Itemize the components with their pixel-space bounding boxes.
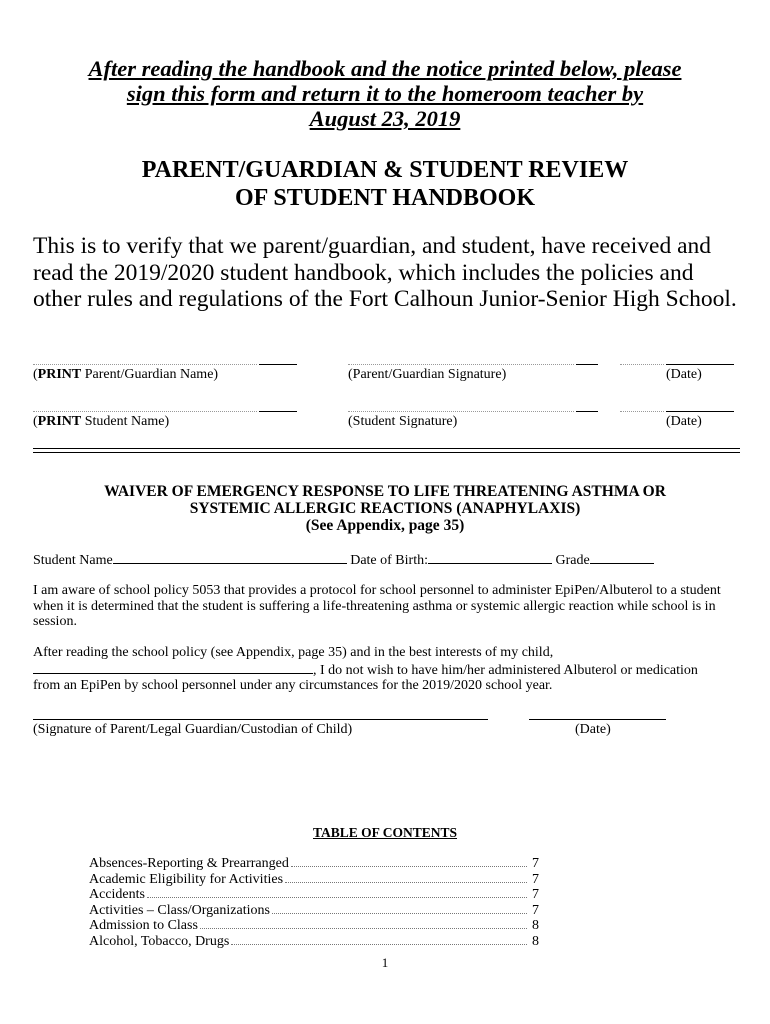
parent-name-line[interactable] — [259, 364, 297, 365]
waiver-title-line-1: WAIVER OF EMERGENCY RESPONSE TO LIFE THREATENING ASTHMA OR — [104, 483, 666, 500]
toc-entry-label: Academic Eligibility for Activities — [89, 871, 284, 887]
section-divider — [33, 448, 740, 453]
toc-entry-label: Accidents — [89, 887, 145, 902]
after-reading-line-1: After reading the school policy (see Appendix, page 35) and in the best interests of my child, — [33, 645, 554, 660]
toc-entry[interactable] — [89, 856, 539, 872]
toc-entry[interactable] — [89, 887, 539, 903]
student-name-label-rest: Student Name) — [81, 414, 170, 429]
toc-entry-label: Activities – Class/Organizations — [89, 902, 270, 918]
toc-leader — [272, 913, 527, 914]
dob-field-label: Date of Birth: — [350, 553, 428, 568]
policy-paragraph: I am aware of school policy 5053 that provides a protocol for school personnel to administer EpiPen/Albuterol to a student when it is determined that the student is suffering a life-threatening asthma or systemic allergic reaction while school is in session. — [33, 583, 721, 629]
parent-name-label-rest: Parent/Guardian Name) — [81, 367, 219, 382]
toc-entry-page: 7 — [532, 902, 539, 918]
waiver-date-line[interactable] — [529, 719, 666, 720]
return-notice — [30, 56, 740, 131]
title-line-2: OF STUDENT HANDBOOK — [234, 185, 536, 211]
title-line-1: PARENT/GUARDIAN & STUDENT REVIEW — [141, 157, 629, 183]
toc-entry-page: 8 — [532, 918, 539, 933]
date1-line[interactable] — [666, 364, 734, 365]
child-name-field[interactable] — [33, 661, 313, 674]
toc-entry-label: Absences-Reporting & Prearranged — [89, 856, 289, 871]
toc-entry[interactable] — [89, 934, 539, 950]
toc-entry[interactable] — [89, 918, 539, 934]
guardian-signature-label: (Signature of Parent/Legal Guardian/Custodian of Child) — [33, 722, 353, 737]
parent-signature-line[interactable] — [576, 364, 598, 365]
print-bold: PRINT — [37, 414, 82, 429]
toc-entry[interactable] — [89, 903, 539, 919]
toc-entry-page: 8 — [532, 933, 539, 949]
waiver-title-line-3: (See Appendix, page 35) — [305, 517, 465, 534]
toc-leader — [147, 897, 527, 898]
toc-leader — [291, 866, 527, 867]
toc-entry-page: 7 — [532, 887, 539, 902]
form-title — [0, 156, 770, 212]
parent-name-line-dotted — [33, 364, 257, 365]
notice-line-2: sign this form and return it to the homeroom teacher by — [126, 81, 644, 106]
student-name-line[interactable] — [259, 411, 297, 412]
student-signature-label: (Student Signature) — [348, 414, 458, 429]
guardian-signature-line[interactable] — [33, 719, 488, 720]
after-reading-line-3: from an EpiPen by school personnel under any circumstances for the 2019/2020 school year. — [33, 678, 553, 693]
student-signature-line[interactable] — [576, 411, 598, 412]
student-signature-line-dotted — [348, 411, 574, 412]
student-name-line-dotted — [33, 411, 257, 412]
parent-name-label: (PRINT Parent/Guardian Name) — [33, 367, 219, 382]
date2-line-dotted — [620, 411, 664, 412]
notice-line-3: August 23, 2019 — [309, 106, 461, 131]
toc-leader — [200, 928, 527, 929]
dob-field[interactable] — [428, 551, 552, 564]
toc-entry-label: Admission to Class — [89, 918, 198, 933]
toc-leader — [285, 882, 527, 883]
grade-field[interactable] — [590, 551, 654, 564]
toc-entry-page: 7 — [532, 856, 539, 871]
toc-entry-page: 7 — [532, 871, 539, 887]
toc-entry[interactable] — [89, 872, 539, 888]
toc-leader — [231, 944, 527, 945]
notice-line-1: After reading the handbook and the notice printed below, please — [88, 56, 682, 81]
date1-label: (Date) — [666, 367, 702, 382]
grade-field-label: Grade — [555, 553, 590, 568]
waiver-statement — [33, 645, 738, 694]
page-number: 1 — [381, 955, 389, 970]
verification-statement: This is to verify that we parent/guardian, and student, have received and read the 2019/2020 student handbook, which includes the policies and other rules and regulations of the Fort Calhoun Junior-Senior High School. — [33, 233, 737, 312]
toc-title: TABLE OF CONTENTS — [312, 825, 458, 840]
waiver-title-line-2: SYSTEMIC ALLERGIC REACTIONS (ANAPHYLAXIS) — [189, 500, 581, 517]
waiver-date-label: (Date) — [575, 722, 611, 737]
student-name-field-label: Student Name — [33, 553, 113, 568]
date1-line-dotted — [620, 364, 664, 365]
date2-label: (Date) — [666, 414, 702, 429]
date2-line[interactable] — [666, 411, 734, 412]
parent-signature-label: (Parent/Guardian Signature) — [348, 367, 507, 382]
print-bold: PRINT — [37, 367, 82, 382]
student-name-field[interactable] — [113, 551, 347, 564]
toc-entry-label: Alcohol, Tobacco, Drugs — [89, 933, 230, 949]
waiver-title — [0, 483, 770, 534]
table-of-contents — [89, 856, 539, 949]
parent-signature-line-dotted — [348, 364, 574, 365]
waiver-student-info — [33, 551, 654, 569]
student-name-label: (PRINT Student Name) — [33, 414, 170, 429]
after-reading-line-2: , I do not wish to have him/her administered Albuterol or medication — [313, 662, 698, 678]
